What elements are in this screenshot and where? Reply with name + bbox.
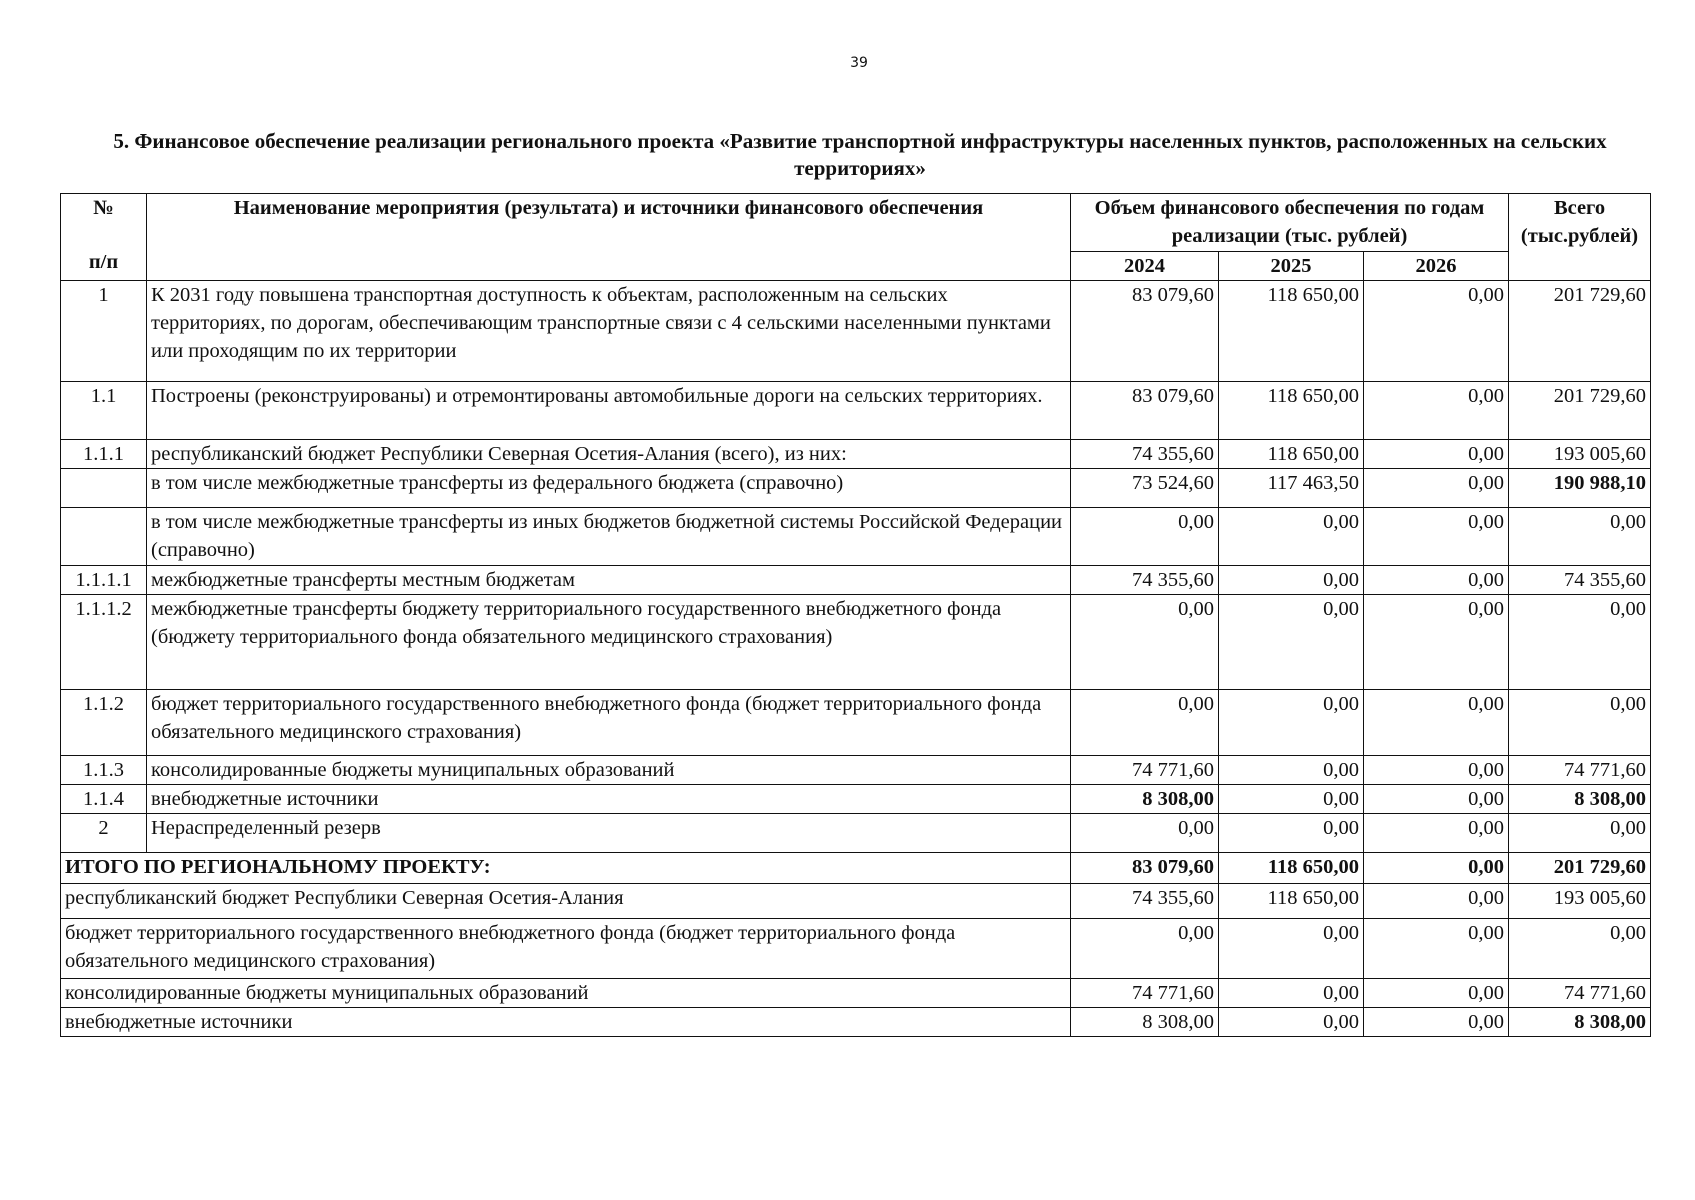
row-name: Построены (реконструированы) и отремонтированы автомобильные дороги на сельских территориях. xyxy=(147,382,1071,440)
row-value-2025: 118 650,00 xyxy=(1219,281,1364,382)
row-value-2026: 0,00 xyxy=(1364,814,1509,853)
row-number xyxy=(61,508,147,566)
table-row xyxy=(61,382,1651,440)
row-value-2025: 0,00 xyxy=(1219,756,1364,785)
total-row xyxy=(61,979,1651,1008)
header-name-cell: Наименование мероприятия (результата) и источники финансового обеспечения xyxy=(147,194,1071,281)
table-header-row xyxy=(61,194,1651,252)
header-year-2024: 2024 xyxy=(1071,251,1219,280)
total-row xyxy=(61,884,1651,919)
table-row xyxy=(61,281,1651,382)
table-row xyxy=(61,595,1651,690)
header-number-label: № xyxy=(93,197,114,219)
table-row xyxy=(61,566,1651,595)
row-number: 1.1.3 xyxy=(61,756,147,785)
total-value-2025: 118 650,00 xyxy=(1219,884,1364,919)
row-value-2025: 0,00 xyxy=(1219,595,1364,690)
total-value-total: 193 005,60 xyxy=(1509,884,1651,919)
row-value-2025: 0,00 xyxy=(1219,566,1364,595)
row-total: 193 005,60 xyxy=(1509,440,1651,469)
row-name: консолидированные бюджеты муниципальных образований xyxy=(147,756,1071,785)
row-value-2024: 0,00 xyxy=(1071,814,1219,853)
row-value-2025: 117 463,50 xyxy=(1219,469,1364,508)
table-row xyxy=(61,508,1651,566)
header-number-cell xyxy=(61,194,147,281)
table-row xyxy=(61,469,1651,508)
row-value-2025: 0,00 xyxy=(1219,814,1364,853)
row-total: 0,00 xyxy=(1509,690,1651,756)
row-name: в том числе межбюджетные трансферты из федерального бюджета (справочно) xyxy=(147,469,1071,508)
total-row xyxy=(61,853,1651,884)
table-row xyxy=(61,690,1651,756)
row-number: 1.1.4 xyxy=(61,785,147,814)
total-row xyxy=(61,1008,1651,1037)
row-value-2026: 0,00 xyxy=(1364,281,1509,382)
total-value-2024: 74 771,60 xyxy=(1071,979,1219,1008)
row-value-2025: 0,00 xyxy=(1219,785,1364,814)
row-total: 74 355,60 xyxy=(1509,566,1651,595)
total-value-2024: 83 079,60 xyxy=(1071,853,1219,884)
row-name: внебюджетные источники xyxy=(147,785,1071,814)
total-value-2026: 0,00 xyxy=(1364,853,1509,884)
total-value-total: 201 729,60 xyxy=(1509,853,1651,884)
row-value-2024: 74 771,60 xyxy=(1071,756,1219,785)
row-total: 0,00 xyxy=(1509,508,1651,566)
header-volume-cell: Объем финансового обеспечения по годам реализации (тыс. рублей) xyxy=(1071,194,1509,252)
total-value-2025: 118 650,00 xyxy=(1219,853,1364,884)
row-total: 0,00 xyxy=(1509,595,1651,690)
row-value-2026: 0,00 xyxy=(1364,595,1509,690)
row-value-2025: 118 650,00 xyxy=(1219,440,1364,469)
row-total: 201 729,60 xyxy=(1509,382,1651,440)
total-value-2025: 0,00 xyxy=(1219,979,1364,1008)
table-row xyxy=(61,814,1651,853)
row-name: бюджет территориального государственного внебюджетного фонда (бюджет территориального фонда обязательного медицинского страхования) xyxy=(147,690,1071,756)
row-number xyxy=(61,469,147,508)
page-number: 39 xyxy=(850,55,868,71)
row-number: 1.1.2 xyxy=(61,690,147,756)
row-total: 201 729,60 xyxy=(1509,281,1651,382)
row-value-2025: 0,00 xyxy=(1219,690,1364,756)
row-value-2026: 0,00 xyxy=(1364,566,1509,595)
row-total: 190 988,10 xyxy=(1509,469,1651,508)
row-value-2024: 74 355,60 xyxy=(1071,566,1219,595)
row-total: 0,00 xyxy=(1509,814,1651,853)
header-year-2025: 2025 xyxy=(1219,251,1364,280)
row-number: 1.1.1.2 xyxy=(61,595,147,690)
table-row xyxy=(61,440,1651,469)
row-name: межбюджетные трансферты бюджету территориального государственного внебюджетного фонда (бюджету территориального фонда обязательного медицинского страхования) xyxy=(147,595,1071,690)
row-value-2025: 0,00 xyxy=(1219,508,1364,566)
row-value-2026: 0,00 xyxy=(1364,508,1509,566)
total-value-total: 0,00 xyxy=(1509,919,1651,979)
row-number: 1.1 xyxy=(61,382,147,440)
header-number-sub: п/п xyxy=(88,251,119,273)
row-value-2024: 74 355,60 xyxy=(1071,440,1219,469)
row-value-2024: 83 079,60 xyxy=(1071,281,1219,382)
header-total-cell: Всего (тыс.рублей) xyxy=(1509,194,1651,281)
total-value-2025: 0,00 xyxy=(1219,919,1364,979)
row-name: К 2031 году повышена транспортная доступность к объектам, расположенным на сельских территориях, по дорогам, обеспечивающим транспортные связи с 4 сельскими населенными пунктами или проходящим по их территории xyxy=(147,281,1071,382)
row-value-2024: 8 308,00 xyxy=(1071,785,1219,814)
row-total: 74 771,60 xyxy=(1509,756,1651,785)
row-name: межбюджетные трансферты местным бюджетам xyxy=(147,566,1071,595)
total-value-2025: 0,00 xyxy=(1219,1008,1364,1037)
total-value-2024: 74 355,60 xyxy=(1071,884,1219,919)
section-heading: 5. Финансовое обеспечение реализации регионального проекта «Развитие транспортной инфраструктуры населенных пунктов, расположенных на сельских территориях» xyxy=(113,129,1607,180)
row-number: 1 xyxy=(61,281,147,382)
row-name: в том числе межбюджетные трансферты из иных бюджетов бюджетной системы Российской Федерации (справочно) xyxy=(147,508,1071,566)
row-number: 2 xyxy=(61,814,147,853)
total-row-name: бюджет территориального государственного внебюджетного фонда (бюджет территориального фонда обязательного медицинского страхования) xyxy=(61,919,1071,979)
row-value-2026: 0,00 xyxy=(1364,469,1509,508)
row-value-2026: 0,00 xyxy=(1364,785,1509,814)
total-value-2026: 0,00 xyxy=(1364,919,1509,979)
total-value-2024: 0,00 xyxy=(1071,919,1219,979)
row-name: Нераспределенный резерв xyxy=(147,814,1071,853)
row-value-2026: 0,00 xyxy=(1364,382,1509,440)
row-value-2026: 0,00 xyxy=(1364,756,1509,785)
row-value-2026: 0,00 xyxy=(1364,690,1509,756)
row-value-2024: 83 079,60 xyxy=(1071,382,1219,440)
row-value-2024: 0,00 xyxy=(1071,595,1219,690)
row-name: республиканский бюджет Республики Северная Осетия-Алания (всего), из них: xyxy=(147,440,1071,469)
row-number: 1.1.1.1 xyxy=(61,566,147,595)
row-value-2026: 0,00 xyxy=(1364,440,1509,469)
total-value-2026: 0,00 xyxy=(1364,1008,1509,1037)
total-row-name: внебюджетные источники xyxy=(61,1008,1071,1037)
table-row xyxy=(61,756,1651,785)
total-value-2026: 0,00 xyxy=(1364,884,1509,919)
row-value-2024: 0,00 xyxy=(1071,690,1219,756)
total-value-2026: 0,00 xyxy=(1364,979,1509,1008)
total-row-name: республиканский бюджет Республики Северная Осетия-Алания xyxy=(61,884,1071,919)
row-total: 8 308,00 xyxy=(1509,785,1651,814)
total-row xyxy=(61,919,1651,979)
header-year-2026: 2026 xyxy=(1364,251,1509,280)
total-value-total: 8 308,00 xyxy=(1509,1008,1651,1037)
row-number: 1.1.1 xyxy=(61,440,147,469)
total-row-name: ИТОГО ПО РЕГИОНАЛЬНОМУ ПРОЕКТУ: xyxy=(61,853,1071,884)
total-value-2024: 8 308,00 xyxy=(1071,1008,1219,1037)
table-row xyxy=(61,785,1651,814)
row-value-2024: 73 524,60 xyxy=(1071,469,1219,508)
row-value-2024: 0,00 xyxy=(1071,508,1219,566)
total-value-total: 74 771,60 xyxy=(1509,979,1651,1008)
financing-table xyxy=(60,193,1651,1037)
total-row-name: консолидированные бюджеты муниципальных образований xyxy=(61,979,1071,1008)
row-value-2025: 118 650,00 xyxy=(1219,382,1364,440)
